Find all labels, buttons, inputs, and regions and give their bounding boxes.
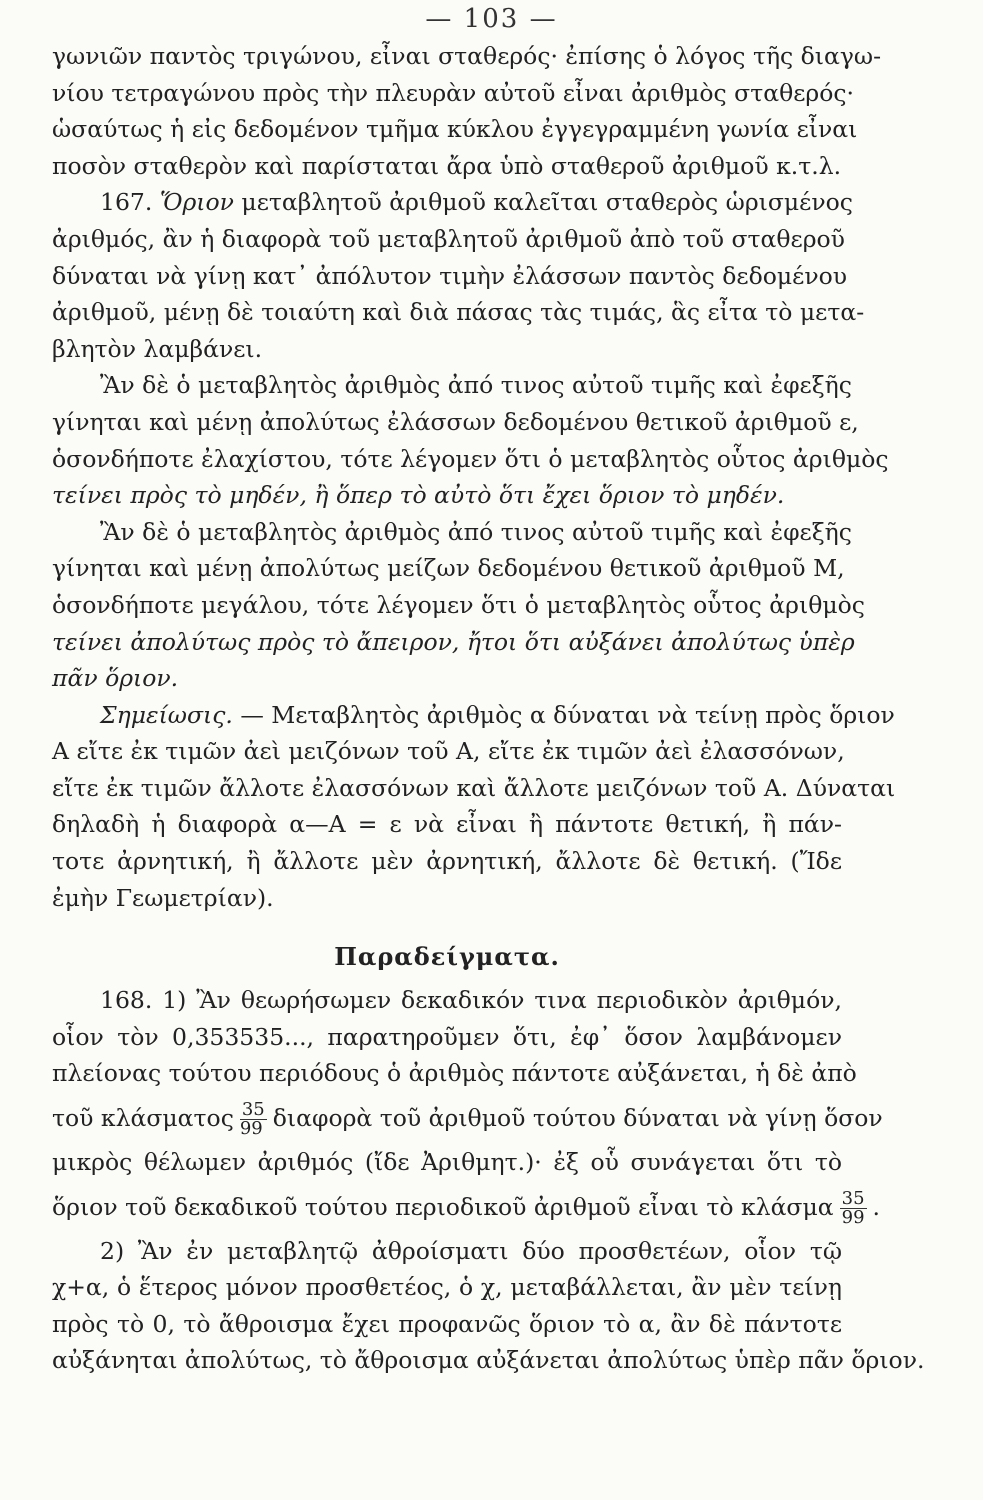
- text-span: διαφορὰ τοῦ ἀριθμοῦ τούτου δύναται νὰ γίνῃ ὅσον: [272, 1104, 883, 1133]
- text-line: ποσὸν σταθερὸν καὶ παρίσταται ἄρα ὑπὸ σταθεροῦ ἀριθμοῦ κ.τ.λ.: [52, 151, 842, 180]
- fraction-35-99: [240, 1101, 267, 1138]
- remark-first-line: [52, 697, 895, 734]
- text-line: ὁσονδήποτε ἐλαχίστου, τότε λέγομεν ὅτι ὁ μεταβλητὸς οὗτος ἀριθμὸς: [52, 444, 889, 473]
- text-line: τείνει πρὸς τὸ μηδέν, ἢ ὅπερ τὸ αὐτὸ ὅτι ἔχει ὅριον τὸ μηδέν.: [52, 481, 785, 510]
- text-line: δηλαδὴ ἡ διαφορὰ α—Α = ε νὰ εἶναι ἢ πάντοτε θετική, ἢ πάν-: [52, 810, 842, 839]
- text-line: τοτε ἀρνητική, ἢ ἄλλοτε μὲν ἀρνητική, ἄλλοτε δὲ θετική. (Ἴδε: [52, 847, 842, 876]
- text-line: πλείονας τούτου περιόδους ὁ ἀριθμὸς πάντοτε αὐξάνεται, ἡ δὲ ἀπὸ: [52, 1059, 857, 1088]
- text-line: Α εἴτε ἐκ τιμῶν ἀεὶ μειζόνων τοῦ Α, εἴτε ἐκ τιμῶν ἀεὶ ἐλασσόνων,: [52, 737, 845, 766]
- text-line: αὐξάνηται ἀπολύτως, τὸ ἄθροισμα αὐξάνεται ἀπολύτως ὑπὲρ πᾶν ὅριον.: [52, 1346, 925, 1375]
- text-line: ἀριθμός, ἂν ἡ διαφορὰ τοῦ μεταβλητοῦ ἀριθμοῦ ἀπὸ τοῦ σταθεροῦ: [52, 224, 845, 253]
- text-line: τείνει ἀπολύτως πρὸς τὸ ἄπειρον, ἤτοι ὅτι αὐξάνει ἀπολύτως ὑπὲρ: [52, 627, 855, 656]
- defined-term: Ὅριον: [159, 188, 234, 217]
- text-line: γίνηται καὶ μένῃ ἀπολύτως μείζων δεδομένου θετικοῦ ἀριθμοῦ Μ,: [52, 554, 845, 583]
- text-span: μεταβλητοῦ ἀριθμοῦ καλεῖται σταθερὸς ὡρισμένος: [241, 188, 853, 217]
- fraction-line: [52, 1092, 883, 1144]
- text-line: 168. 1) Ἂν θεωρήσωμεν δεκαδικόν τινα περιοδικὸν ἀριθμόν,: [100, 986, 842, 1015]
- text-line: Ἂν δὲ ὁ μεταβλητὸς ἀριθμὸς ἀπό τινος αὐτοῦ τιμῆς καὶ ἐφεξῆς: [100, 371, 852, 400]
- text-line: νίου τετραγώνου πρὸς τὴν πλευρὰν αὐτοῦ εἶναι ἀριθμὸς σταθερός·: [52, 78, 854, 107]
- text-block-continuation: [52, 38, 983, 184]
- text-line: ὁσονδήποτε μεγάλου, τότε λέγομεν ὅτι ὁ μεταβλητὸς οὗτος ἀριθμὸς: [52, 590, 865, 619]
- section-167-first-line: [52, 184, 853, 221]
- text-line: βλητὸν λαμβάνει.: [52, 334, 263, 363]
- section-168: [52, 982, 983, 1379]
- fraction-line: [52, 1181, 881, 1233]
- text-span: τοῦ κλάσματος: [52, 1104, 234, 1133]
- fraction-35-99: [840, 1187, 867, 1228]
- text-line: 2) Ἂν ἐν μεταβλητῷ ἀθροίσματι δύο προσθετέων, οἷον τῷ: [100, 1236, 842, 1265]
- text-span: .: [872, 1192, 881, 1221]
- text-span: — Μεταβλητὸς ἀριθμὸς α δύναται νὰ τείνῃ πρὸς ὅριον: [240, 700, 895, 729]
- section-167: [52, 184, 983, 916]
- fraction-denominator: 99: [841, 1206, 865, 1228]
- text-line: μικρὸς θέλωμεν ἀριθμός (ἴδε Ἀριθμητ.)· ἐξ οὗ συνάγεται ὅτι τὸ: [52, 1148, 842, 1177]
- remark-label: Σημείωσις.: [100, 700, 233, 729]
- text-line: πᾶν ὅριον.: [52, 664, 179, 693]
- fraction-denominator: 99: [239, 1118, 263, 1140]
- page-number: — 103 —: [425, 4, 558, 34]
- text-line: δύναται νὰ γίνῃ κατ᾽ ἀπόλυτον τιμὴν ἐλάσσων παντὸς δεδομένου: [52, 261, 848, 290]
- fraction-numerator: 35: [241, 1099, 265, 1121]
- text-line: οἷον τὸν 0,353535..., παρατηροῦμεν ὅτι, ἐφ᾽ ὅσον λαμβάνομεν: [52, 1022, 842, 1051]
- text-span: ὅριον τοῦ δεκαδικοῦ τούτου περιοδικοῦ ἀριθμοῦ εἶναι τὸ κλάσμα: [52, 1192, 834, 1221]
- text-line: ἐμὴν Γεωμετρίαν).: [52, 883, 274, 912]
- text-line: πρὸς τὸ 0, τὸ ἄθροισμα ἔχει προφανῶς ὅριον τὸ α, ἂν δὲ πάντοτε: [52, 1309, 842, 1338]
- section-number: 167.: [100, 188, 153, 217]
- text-line: Ἂν δὲ ὁ μεταβλητὸς ἀριθμὸς ἀπό τινος αὐτοῦ τιμῆς καὶ ἐφεξῆς: [100, 517, 852, 546]
- text-line: εἴτε ἐκ τιμῶν ἄλλοτε ἐλασσόνων καὶ ἄλλοτε μειζόνων τοῦ Α. Δύναται: [52, 773, 896, 802]
- examples-heading: Παραδείγματα.: [334, 942, 560, 972]
- fraction-numerator: 35: [841, 1187, 865, 1209]
- text-line: γίνηται καὶ μένῃ ἀπολύτως ἐλάσσων δεδομένου θετικοῦ ἀριθμοῦ ε,: [52, 407, 859, 436]
- text-line: χ+α, ὁ ἕτερος μόνον προσθετέος, ὁ χ, μεταβάλλεται, ἂν μὲν τείνῃ: [52, 1273, 842, 1302]
- text-line: ὡσαύτως ἡ εἰς δεδομένον τμῆμα κύκλου ἐγγεγραμμένη γωνία εἶναι: [52, 115, 858, 144]
- text-line: ἀριθμοῦ, μένῃ δὲ τοιαύτη καὶ διὰ πάσας τὰς τιμάς, ἃς εἶτα τὸ μετα-: [52, 298, 865, 327]
- text-line: γωνιῶν παντὸς τριγώνου, εἶναι σταθερός· ἐπίσης ὁ λόγος τῆς διαγω-: [52, 42, 882, 70]
